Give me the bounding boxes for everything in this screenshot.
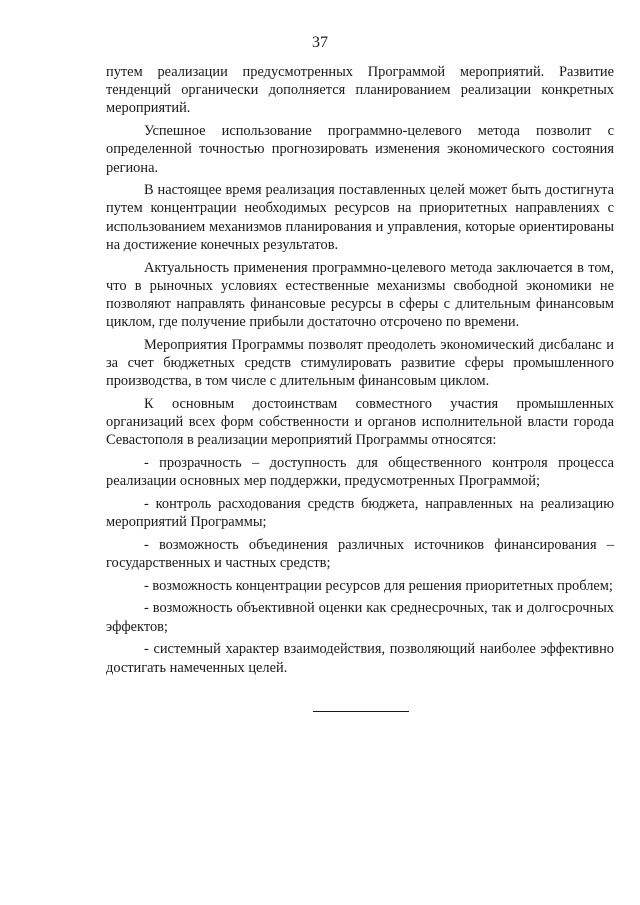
paragraph-program-activities: Мероприятия Программы позволят преодолеть экономический дисбаланс и за счет бюджетных средств стимулировать развитие сферы промышленного производства, в том числе с длительным финансовым циклом. [106,336,614,390]
list-item-budget-control: - контроль расходования средств бюджета, направленных на реализацию мероприятий Программы; [106,495,614,531]
paragraph-method-success: Успешное использование программно-целевого метода позволит с определенной точностью прогнозировать изменения экономического состояния региона. [106,123,614,176]
list-item-funding-sources: - возможность объединения различных источников финансирования – государственных и частных средств; [106,536,614,572]
list-item-transparency: - прозрачность – доступность для общественного контроля процесса реализации основных мер поддержки, предусмотренных Программой; [106,455,614,490]
paragraph-continuation: путем реализации предусмотренных Программой мероприятий. Развитие тенденций органически дополняется планированием реализации конкретных мероприятий. [106,64,614,117]
page-number: 37 [312,34,328,51]
end-divider-line [313,711,409,712]
body-text [106,63,614,681]
paragraph-relevance: Актуальность применения программно-целевого метода заключается в том, что в рыночных условиях естественные механизмы свободной экономики не позволяют направлять финансовые ресурсы в сферы с длительным финансовым циклом, где получение прибыли достаточно отсрочено по времени. [106,259,614,331]
paragraph-advantages-intro: К основным достоинствам совместного участия промышленных организаций всех форм собственности и органов исполнительной власти города Севастополя в реализации мероприятий Программы относятся: [106,395,614,449]
list-item-effect-assessment: - возможность объективной оценки как среднесрочных, так и долгосрочных эффектов; [106,600,614,635]
list-item-systemic-interaction: - системный характер взаимодействия, позволяющий наиболее эффективно достигать намеченных целей. [106,641,614,676]
paragraph-goals-achievement: В настоящее время реализация поставленных целей может быть достигнута путем концентрации необходимых ресурсов на приоритетных направлениях с использованием механизмов планирования и управления, которые ориентированы на достижение конечных результатов. [106,182,614,253]
list-item-resource-concentration: - возможность концентрации ресурсов для решения приоритетных проблем; [144,577,613,594]
